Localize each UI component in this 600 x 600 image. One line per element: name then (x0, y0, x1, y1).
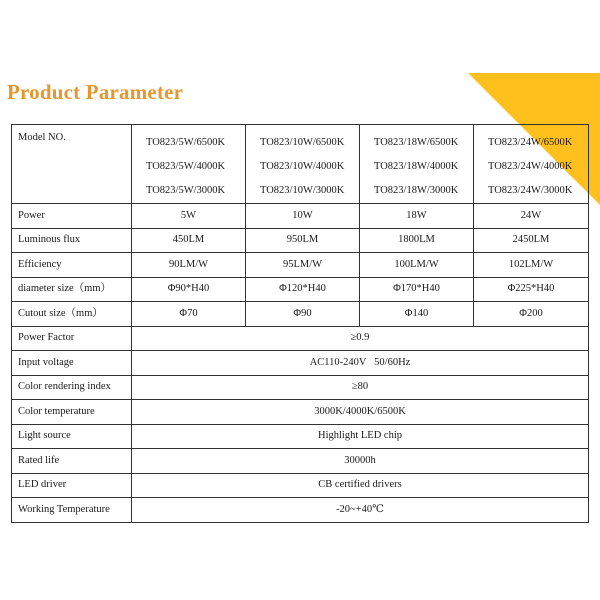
merged-value-cell: Highlight LED chip (132, 424, 589, 449)
value-cell: 5W (132, 204, 246, 229)
value-cell: 1800LM (360, 228, 474, 253)
table-row-efficiency (12, 253, 589, 278)
value-cell: 100LM/W (360, 253, 474, 278)
model-number: TO823/18W/4000K (374, 161, 459, 172)
table-row-power-factor (12, 326, 589, 351)
model-cell (246, 125, 360, 204)
value-cell: Φ90*H40 (132, 277, 246, 302)
value-cell: 2450LM (474, 228, 589, 253)
parameter-table (11, 124, 589, 523)
table-row-input-voltage (12, 351, 589, 376)
merged-value-cell: ≥0.9 (132, 326, 589, 351)
value-cell: Φ170*H40 (360, 277, 474, 302)
value-cell: Φ120*H40 (246, 277, 360, 302)
row-label: Cutout size（mm） (12, 302, 132, 327)
table-row-working-temperature (12, 498, 589, 523)
merged-value-cell: CB certified drivers (132, 473, 589, 498)
table-row-cutout-size (12, 302, 589, 327)
table-row-light-source (12, 424, 589, 449)
value-cell: Φ225*H40 (474, 277, 589, 302)
table-row-rated-life (12, 449, 589, 474)
merged-value-cell: ≥80 (132, 375, 589, 400)
model-cell (132, 125, 246, 204)
model-number: TO823/5W/4000K (146, 161, 226, 172)
model-number: TO823/10W/3000K (260, 185, 345, 196)
value-cell: Φ90 (246, 302, 360, 327)
model-cell (360, 125, 474, 204)
value-cell: 450LM (132, 228, 246, 253)
row-label: LED driver (12, 473, 132, 498)
row-label: Model NO. (12, 125, 132, 204)
value-cell: Φ140 (360, 302, 474, 327)
table-row-model (12, 125, 589, 204)
row-label: Luminous flux (12, 228, 132, 253)
merged-value-cell: AC110-240V 50/60Hz (132, 351, 589, 376)
model-cell (474, 125, 589, 204)
value-cell: Φ70 (132, 302, 246, 327)
value-cell: 102LM/W (474, 253, 589, 278)
model-number: TO823/24W/3000K (488, 185, 573, 196)
model-number: TO823/5W/6500K (146, 137, 226, 148)
row-label: Light source (12, 424, 132, 449)
row-label: Input voltage (12, 351, 132, 376)
row-label: Color temperature (12, 400, 132, 425)
page-title: Product Parameter (7, 80, 184, 104)
table-row-luminous-flux (12, 228, 589, 253)
row-label: Power (12, 204, 132, 229)
table-row-power (12, 204, 589, 229)
row-label: Efficiency (12, 253, 132, 278)
model-number: TO823/24W/6500K (488, 137, 573, 148)
value-cell: 18W (360, 204, 474, 229)
model-number: TO823/18W/3000K (374, 185, 459, 196)
table-row-diameter-size (12, 277, 589, 302)
row-label: Color rendering index (12, 375, 132, 400)
model-number: TO823/10W/4000K (260, 161, 345, 172)
row-label: Power Factor (12, 326, 132, 351)
merged-value-cell: 30000h (132, 449, 589, 474)
row-label: Rated life (12, 449, 132, 474)
model-number: TO823/18W/6500K (374, 137, 459, 148)
value-cell: 95LM/W (246, 253, 360, 278)
model-number: TO823/10W/6500K (260, 137, 345, 148)
model-number: TO823/5W/3000K (146, 185, 226, 196)
table-row-color-rendering-index (12, 375, 589, 400)
value-cell: 10W (246, 204, 360, 229)
value-cell: 950LM (246, 228, 360, 253)
value-cell: 24W (474, 204, 589, 229)
value-cell: Φ200 (474, 302, 589, 327)
row-label: Working Temperature (12, 498, 132, 523)
merged-value-cell: -20~+40℃ (132, 498, 589, 523)
model-number: TO823/24W/4000K (488, 161, 573, 172)
table-row-color-temperature (12, 400, 589, 425)
table-row-led-driver (12, 473, 589, 498)
value-cell: 90LM/W (132, 253, 246, 278)
row-label: diameter size（mm） (12, 277, 132, 302)
merged-value-cell: 3000K/4000K/6500K (132, 400, 589, 425)
